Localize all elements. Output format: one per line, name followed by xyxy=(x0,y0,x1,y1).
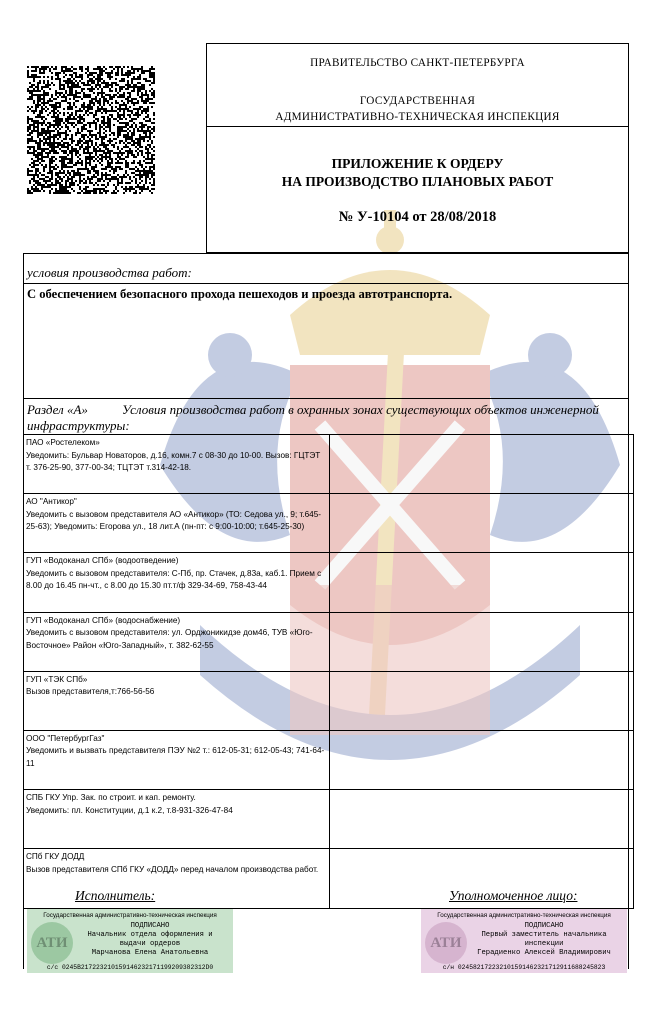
stamp-position-line2: инспекции xyxy=(524,940,564,948)
organization-name: ГУП «Водоканал СПб» (водоснабжение) xyxy=(26,615,181,625)
organization-details: Вызов представителя,т:766-56-56 xyxy=(26,687,155,697)
organization-name: ГУП «Водоканал СПб» (водоотведение) xyxy=(26,556,179,566)
stamp-position-line1: Начальник отдела оформления и xyxy=(87,931,213,939)
organizations-table xyxy=(23,434,634,909)
stamp-org: Государственная административно-техническая инспекция xyxy=(437,912,611,919)
stamp-signed: ПОДПИСАНО xyxy=(130,922,170,930)
table-row xyxy=(24,435,634,494)
inspection-name-line1: ГОСУДАРСТВЕННАЯ xyxy=(359,95,476,107)
section-a-title-line2: инфраструктуры: xyxy=(27,418,130,433)
approval-cell xyxy=(330,730,634,789)
organization-name: ООО "ПетербургГаз" xyxy=(26,733,105,743)
government-name: ПРАВИТЕЛЬСТВО САНКТ-ПЕТЕРБУРГА xyxy=(310,57,525,69)
conditions-text: С обеспечением безопасного прохода пешеходов и проезда автотранспорта. xyxy=(27,287,453,301)
approval-cell xyxy=(330,612,634,671)
executor-signature-stamp xyxy=(27,909,233,973)
organization-cell xyxy=(24,730,330,789)
organization-details: Уведомить с вызовом представителя: ул. Орджоникидзе дом46, ТУВ «Юго-Восточное» Район «Юго-Западный», т. 382-62-55 xyxy=(26,628,313,650)
stamp-org: Государственная административно-техническая инспекция xyxy=(43,912,217,919)
section-a-title-line1: Условия производства работ в охранных зонах существующих объектов инженерной xyxy=(122,402,599,417)
table-row xyxy=(24,790,634,849)
inspection-name-line2: АДМИНИСТРАТИВНО-ТЕХНИЧЕСКАЯ ИНСПЕКЦИЯ xyxy=(275,111,560,123)
organization-details: Уведомить с вызовом представителя: С-Пб, пр. Стачек, д.83а, каб.1. Прием с 8.00 до 16.45 пн-чт., с 8.00 до 15.30 пт.т/ф 329-34-69, 758-43-44 xyxy=(26,568,322,591)
approval-cell xyxy=(330,671,634,730)
conditions-divider xyxy=(23,283,629,284)
header-divider xyxy=(206,126,629,127)
conditions-label: условия производства работ: xyxy=(27,265,192,280)
document-title-line1: ПРИЛОЖЕНИЕ К ОРДЕРУ xyxy=(331,156,504,171)
authorized-label: Уполномоченное лицо: xyxy=(449,888,578,903)
organization-cell xyxy=(24,494,330,553)
organization-details: Уведомить: Бульвар Новаторов, д.16, комн.7 с 08-30 до 10-00. Вызов: ГЦТЭТ т. 376-25-90, 377-00-34; ТЦТЭТ т.314-42-18. xyxy=(26,450,321,472)
organization-details: Вызов представителя СПб ГКУ «ДОДД» перед началом производства работ. xyxy=(26,864,319,874)
organization-cell xyxy=(24,671,330,730)
organization-name: СПб ГКУ ДОДД xyxy=(26,852,85,862)
organization-details: Уведомить и вызвать представителя ПЭУ №2 т.: 612-05-31; 612-05-43; 741-64-11 xyxy=(26,746,325,768)
stamp-logo-icon: АТИ xyxy=(31,922,73,964)
organization-cell xyxy=(24,553,330,612)
qr-code xyxy=(27,66,155,194)
organization-details: Уведомить с вызовом представителя АО «Антикор» (ТО: Седова ул., 9; т.645-25-63); Уведомить: Егорова ул., 18 лит.А (пн-пт: с 9:00-10:00; т.645-25-30) xyxy=(26,509,322,532)
organization-name: ГУП «ТЭК СПб» xyxy=(26,674,88,684)
stamp-person: Марчанова Елена Анатольевна xyxy=(91,949,209,957)
table-row xyxy=(24,612,634,671)
table-row xyxy=(24,553,634,612)
organization-name: АО "Антикор" xyxy=(26,497,77,507)
table-row xyxy=(24,494,634,553)
executor-label: Исполнитель: xyxy=(75,888,156,903)
organization-details: Уведомить: пл. Конституции, д.1 к.2, т.8-931-326-47-84 xyxy=(26,805,233,815)
stamp-serial: с/с 0245B217223210159146232171199209382312D0 xyxy=(46,964,214,971)
stamp-person: Герадиенко Алексей Владимирович xyxy=(477,949,611,957)
approval-cell xyxy=(330,553,634,612)
organization-cell xyxy=(24,435,330,494)
section-a-label: Раздел «А» xyxy=(27,402,88,417)
stamp-position-line2: выдачи ордеров xyxy=(119,940,181,948)
document-title-line2: НА ПРОИЗВОДСТВО ПЛАНОВЫХ РАБОТ xyxy=(281,174,554,189)
organization-name: СПБ ГКУ Упр. Зак. по строит. и кап. ремонту. xyxy=(26,793,196,803)
stamp-position-line1: Первый заместитель начальника xyxy=(481,931,607,939)
stamp-signed: ПОДПИСАНО xyxy=(524,922,564,930)
organization-cell xyxy=(24,612,330,671)
organization-cell xyxy=(24,790,330,849)
stamp-serial: с/н 02458217223210159146232171291168824582З xyxy=(442,964,606,971)
stamp-logo-icon: АТИ xyxy=(425,922,467,964)
authorized-signature-stamp xyxy=(421,909,627,973)
approval-cell xyxy=(330,790,634,849)
approval-cell xyxy=(330,494,634,553)
section-a-divider xyxy=(23,398,629,399)
form-top-border xyxy=(23,253,629,254)
approval-cell xyxy=(330,435,634,494)
organization-name: ПАО «Ростелеком» xyxy=(26,438,100,447)
table-row xyxy=(24,730,634,789)
order-number: № У-10104 от 28/08/2018 xyxy=(338,209,497,225)
table-row xyxy=(24,671,634,730)
organization-cell xyxy=(24,849,330,908)
